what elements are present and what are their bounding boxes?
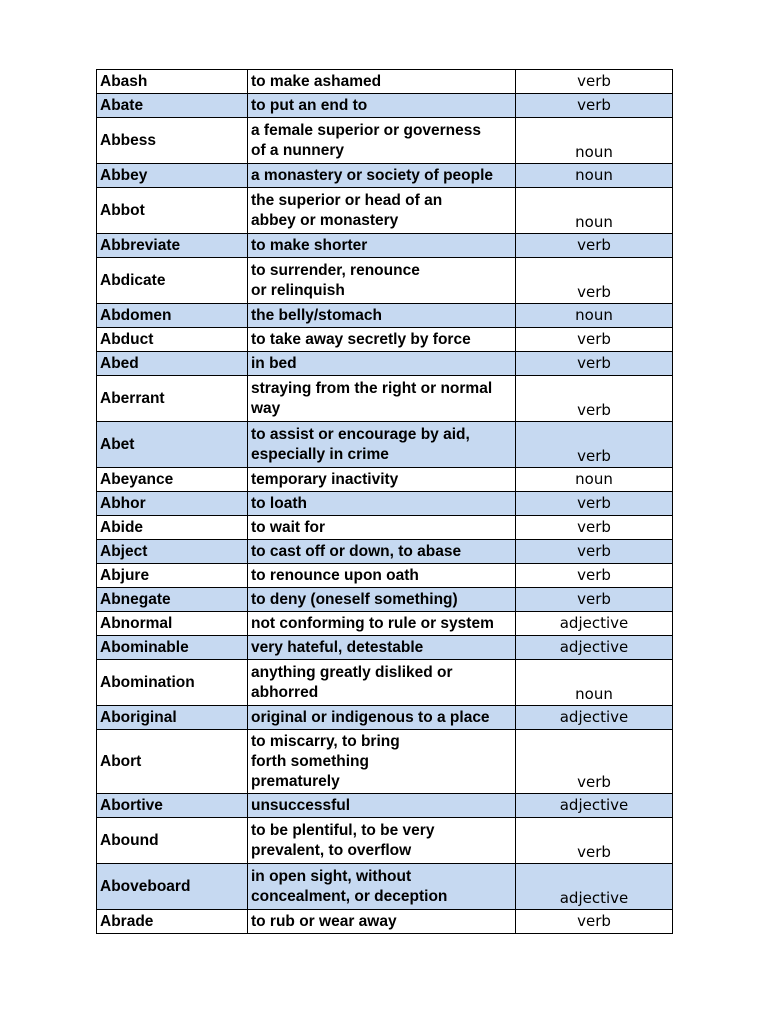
table-row xyxy=(97,94,673,118)
part-of-speech-cell: verb xyxy=(516,422,673,468)
word-cell: Abort xyxy=(97,730,248,794)
table-row xyxy=(97,794,673,818)
word-cell: Abdicate xyxy=(97,258,248,304)
part-of-speech-cell: adjective xyxy=(516,636,673,660)
definition-cell: not conforming to rule or system xyxy=(248,612,516,636)
definition-cell: to renounce upon oath xyxy=(248,564,516,588)
word-cell: Aboriginal xyxy=(97,706,248,730)
table-row xyxy=(97,422,673,468)
definition-cell: to wait for xyxy=(248,516,516,540)
word-cell: Abeyance xyxy=(97,468,248,492)
definition-cell: in open sight, without concealment, or deception xyxy=(248,864,516,910)
part-of-speech-cell: verb xyxy=(516,234,673,258)
table-row xyxy=(97,118,673,164)
word-cell: Abominable xyxy=(97,636,248,660)
part-of-speech-cell: adjective xyxy=(516,612,673,636)
word-cell: Abbey xyxy=(97,164,248,188)
definition-cell: the belly/stomach xyxy=(248,304,516,328)
word-cell: Abnegate xyxy=(97,588,248,612)
table-row xyxy=(97,730,673,794)
word-cell: Abrade xyxy=(97,910,248,934)
part-of-speech-cell: verb xyxy=(516,564,673,588)
word-cell: Abjure xyxy=(97,564,248,588)
definition-cell: to cast off or down, to abase xyxy=(248,540,516,564)
table-row xyxy=(97,636,673,660)
part-of-speech-cell: adjective xyxy=(516,864,673,910)
part-of-speech-cell: verb xyxy=(516,910,673,934)
definition-cell: to miscarry, to bring forth something prematurely xyxy=(248,730,516,794)
definition-cell: to take away secretly by force xyxy=(248,328,516,352)
part-of-speech-cell: noun xyxy=(516,468,673,492)
definition-cell: to surrender, renounce or relinquish xyxy=(248,258,516,304)
word-cell: Abash xyxy=(97,70,248,94)
word-cell: Abhor xyxy=(97,492,248,516)
definition-cell: anything greatly disliked or abhorred xyxy=(248,660,516,706)
word-cell: Abduct xyxy=(97,328,248,352)
part-of-speech-cell: verb xyxy=(516,258,673,304)
definition-cell: a monastery or society of people xyxy=(248,164,516,188)
part-of-speech-cell: noun xyxy=(516,118,673,164)
definition-cell: to loath xyxy=(248,492,516,516)
table-row xyxy=(97,328,673,352)
definition-cell: unsuccessful xyxy=(248,794,516,818)
table-row xyxy=(97,516,673,540)
table-row xyxy=(97,164,673,188)
table-row xyxy=(97,492,673,516)
table-row xyxy=(97,818,673,864)
part-of-speech-cell: noun xyxy=(516,660,673,706)
part-of-speech-cell: verb xyxy=(516,818,673,864)
word-cell: Abject xyxy=(97,540,248,564)
word-cell: Abound xyxy=(97,818,248,864)
vocabulary-table xyxy=(96,69,673,934)
part-of-speech-cell: verb xyxy=(516,328,673,352)
table-row xyxy=(97,468,673,492)
definition-cell: a female superior or governess of a nunnery xyxy=(248,118,516,164)
part-of-speech-cell: verb xyxy=(516,730,673,794)
table-row xyxy=(97,910,673,934)
part-of-speech-cell: adjective xyxy=(516,706,673,730)
table-row xyxy=(97,540,673,564)
word-cell: Abbreviate xyxy=(97,234,248,258)
definition-cell: to deny (oneself something) xyxy=(248,588,516,612)
table-row xyxy=(97,564,673,588)
word-cell: Abortive xyxy=(97,794,248,818)
word-cell: Abbess xyxy=(97,118,248,164)
part-of-speech-cell: adjective xyxy=(516,794,673,818)
word-cell: Abomination xyxy=(97,660,248,706)
definition-cell: to be plentiful, to be very prevalent, to overflow xyxy=(248,818,516,864)
word-cell: Abdomen xyxy=(97,304,248,328)
part-of-speech-cell: verb xyxy=(516,70,673,94)
table-row xyxy=(97,612,673,636)
vocabulary-table-body xyxy=(97,70,673,934)
table-row xyxy=(97,70,673,94)
table-row xyxy=(97,706,673,730)
table-row xyxy=(97,660,673,706)
definition-cell: straying from the right or normal way xyxy=(248,376,516,422)
table-row xyxy=(97,864,673,910)
definition-cell: the superior or head of an abbey or monastery xyxy=(248,188,516,234)
part-of-speech-cell: verb xyxy=(516,352,673,376)
word-cell: Abet xyxy=(97,422,248,468)
definition-cell: to rub or wear away xyxy=(248,910,516,934)
table-row xyxy=(97,234,673,258)
definition-cell: to make shorter xyxy=(248,234,516,258)
definition-cell: to put an end to xyxy=(248,94,516,118)
word-cell: Abide xyxy=(97,516,248,540)
table-row xyxy=(97,352,673,376)
word-cell: Abate xyxy=(97,94,248,118)
table-row xyxy=(97,258,673,304)
part-of-speech-cell: noun xyxy=(516,164,673,188)
part-of-speech-cell: verb xyxy=(516,94,673,118)
table-row xyxy=(97,588,673,612)
table-row xyxy=(97,188,673,234)
definition-cell: to assist or encourage by aid, especially in crime xyxy=(248,422,516,468)
part-of-speech-cell: noun xyxy=(516,188,673,234)
table-row xyxy=(97,304,673,328)
part-of-speech-cell: noun xyxy=(516,304,673,328)
word-cell: Abbot xyxy=(97,188,248,234)
definition-cell: very hateful, detestable xyxy=(248,636,516,660)
part-of-speech-cell: verb xyxy=(516,516,673,540)
definition-cell: in bed xyxy=(248,352,516,376)
part-of-speech-cell: verb xyxy=(516,540,673,564)
word-cell: Aberrant xyxy=(97,376,248,422)
part-of-speech-cell: verb xyxy=(516,376,673,422)
definition-cell: original or indigenous to a place xyxy=(248,706,516,730)
part-of-speech-cell: verb xyxy=(516,492,673,516)
definition-cell: to make ashamed xyxy=(248,70,516,94)
word-cell: Abnormal xyxy=(97,612,248,636)
word-cell: Aboveboard xyxy=(97,864,248,910)
part-of-speech-cell: verb xyxy=(516,588,673,612)
word-cell: Abed xyxy=(97,352,248,376)
table-row xyxy=(97,376,673,422)
definition-cell: temporary inactivity xyxy=(248,468,516,492)
